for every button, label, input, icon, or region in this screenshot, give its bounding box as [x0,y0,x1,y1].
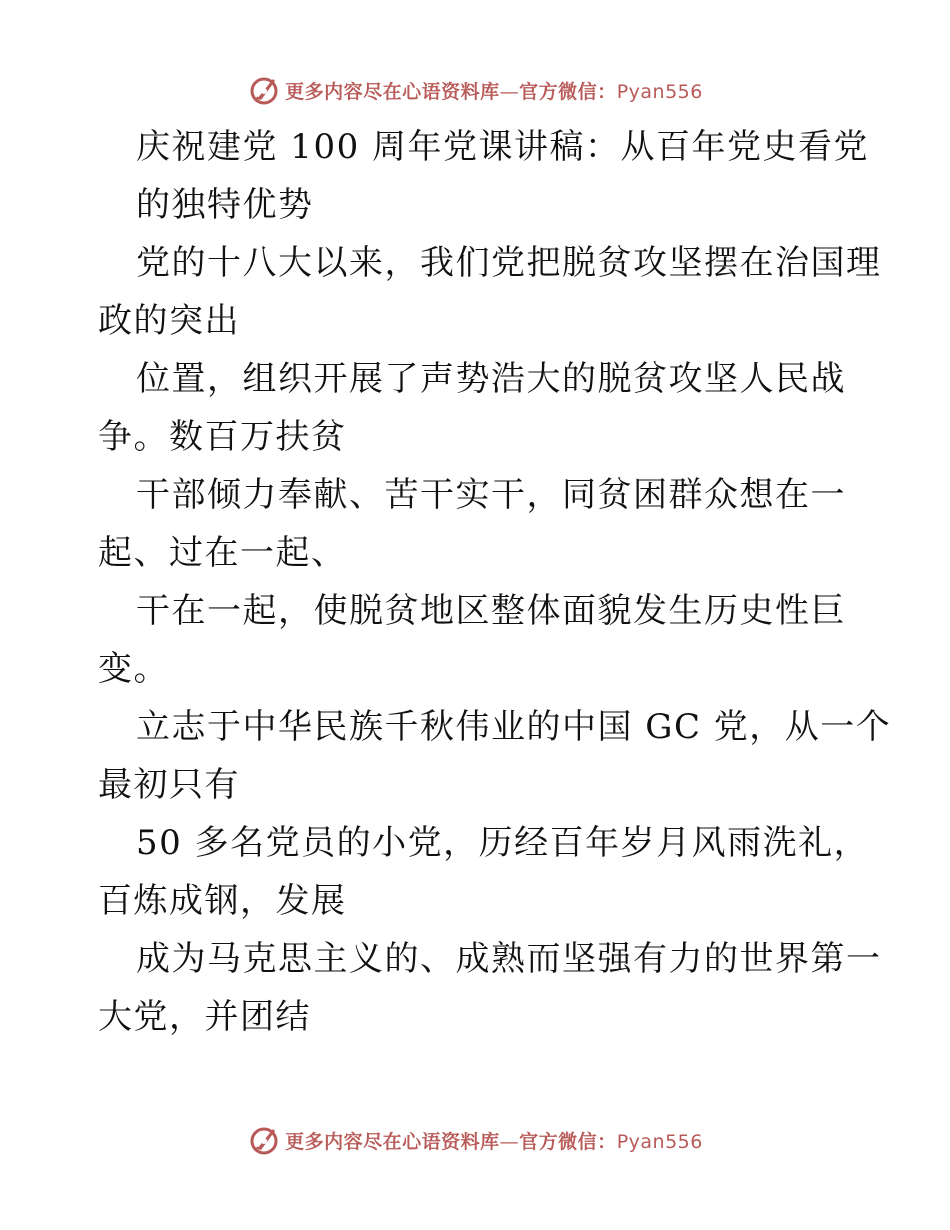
doc-line: 庆祝建党 100 周年党课讲稿：从百年党史看党 [136,127,870,167]
footer-banner-main: 更多内容尽在心语资料库 [285,1130,500,1153]
doc-line: 变。 [98,649,169,689]
footer-banner-inner [247,1123,703,1157]
doc-line: 立志于中华民族千秋伟业的中国 GC 党，从一个 [136,707,892,747]
doc-line: 位置，组织开展了声势浩大的脱贫攻坚人民战 [136,359,846,399]
header-banner-suffix: 官方微信： [519,80,617,103]
doc-line: 争。数百万扶贫 [98,417,347,457]
header-banner [0,72,950,108]
doc-line: 干在一起，使脱贫地区整体面貌发生历史性巨 [136,591,846,631]
doc-line: 政的突出 [98,301,240,341]
footer-banner [0,1122,950,1158]
footer-banner-wechat: Pyan556 [616,1130,703,1153]
footer-banner-text [285,1127,703,1154]
doc-line: 起、过在一起、 [98,533,347,573]
doc-line: 党的十八大以来，我们党把脱贫攻坚摆在治国理 [136,243,882,283]
doc-line: 百炼成钢，发展 [98,881,347,921]
footer-banner-dash: — [499,1130,520,1153]
quill-logo-icon [247,1123,281,1157]
header-banner-wechat: Pyan556 [616,80,703,103]
doc-line: 干部倾力奉献、苦干实干，同贫困群众想在一 [136,475,846,515]
doc-line: 50 多名党员的小党，历经百年岁月风雨洗礼， [136,823,870,863]
doc-line: 成为马克思主义的、成熟而坚强有力的世界第一 [136,939,882,979]
header-banner-dash: — [499,80,520,103]
doc-line: 的独特优势 [136,185,314,225]
doc-line: 最初只有 [98,765,240,805]
header-banner-inner [247,73,703,107]
quill-logo-icon [247,73,281,107]
header-banner-main: 更多内容尽在心语资料库 [285,80,500,103]
document-body [98,118,892,1046]
footer-banner-suffix: 官方微信： [519,1130,617,1153]
header-banner-text [285,77,703,104]
doc-line: 大党，并团结 [98,997,311,1037]
